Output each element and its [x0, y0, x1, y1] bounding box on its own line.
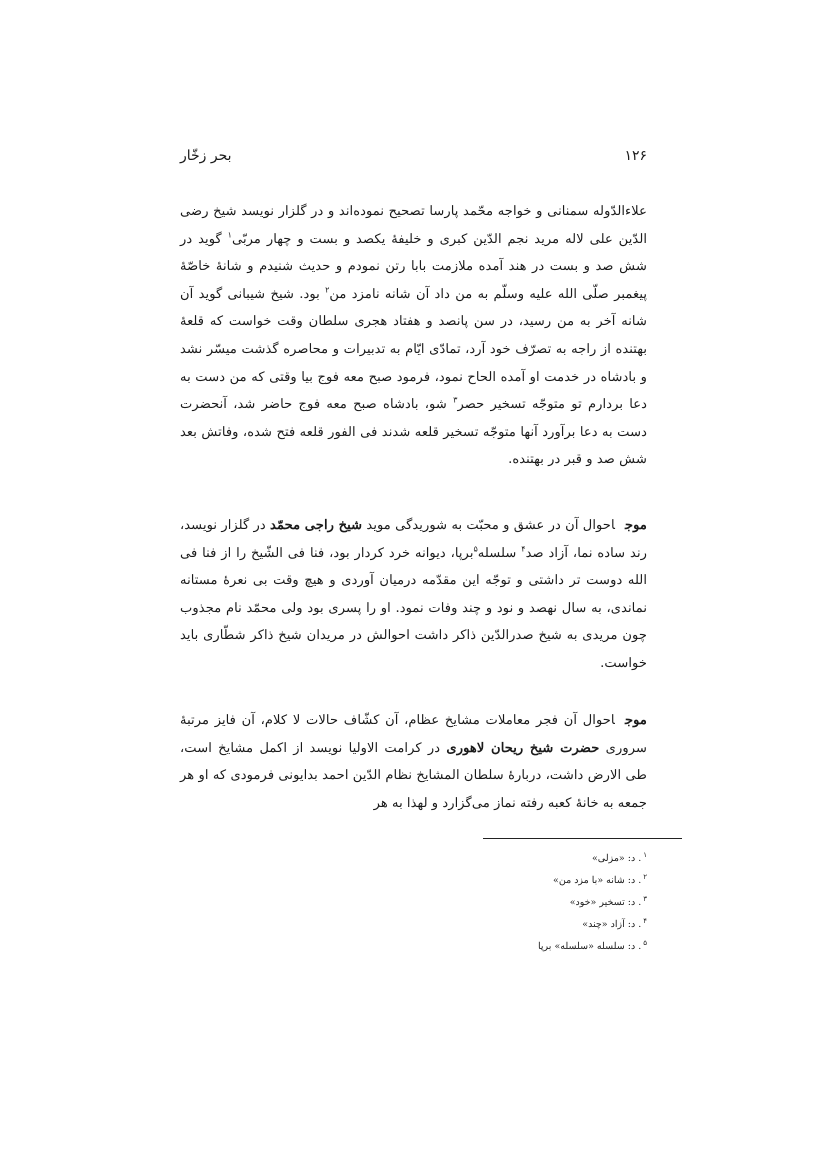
paragraph-text: برپا، دیوانه خرد کردار بود، فنا فی الشّیخ را از فنا فی الله دوست تر داشتی و توجّه این مقدّمه درمیان آوردی و هیچ وقت بی نعرهٔ مستانه نماندی، به سال نهصد و نود و چند وفات نمود. او را پسری بود ولی محمّد نام مجذوب چون مریدی به شیخ صدرالدّین ذاکر داشت احوالش در مریدان شیخ ذاکر شطّاری باید خواست.	[180, 545, 647, 671]
footnote-text: . د: شانه «با مزد من»	[553, 875, 642, 886]
footnote-text: . د: سلسله «سلسله» برپا	[538, 941, 642, 952]
footnote-number: ١	[643, 850, 647, 859]
paragraph-1	[180, 198, 647, 474]
footnote-number: ٣	[643, 894, 647, 903]
footnote-number: ٢	[643, 872, 647, 881]
footnote-item	[380, 848, 647, 870]
footnote-ref-5[interactable]: ۵	[473, 544, 478, 554]
footnote-number: ۴	[643, 916, 647, 925]
footnote-number: ۵	[643, 938, 647, 947]
paragraph-text: علاءالدّوله سمنانی و خواجه محّمد پارسا تصحیح نموده‌اند و در گلزار نویسد شیخ رضی الدّین علی لاله مرید نجم الدّین کبری و خلیفهٔ یکصد و بست و چهار مربّی	[180, 204, 647, 247]
footnote-divider	[483, 838, 682, 839]
paragraph-text: شو، بادشاه صبح معه فوج حاضر شد، آنحضرت دست به دعا برآورد آنها متوجّه تسخیر قلعه شدند فی الفور قلعه فتح شده، وفاتش بعد شش صد و قبر در بهتنده.	[180, 397, 647, 468]
footnote-text: . د: «مزلی»	[591, 853, 642, 864]
footnote-ref-3[interactable]: ٣	[453, 395, 458, 405]
paragraph-text: بود. شیخ شیبانی گوید آن شانه آخر به من رسید، در سن پانصد و هفتاد هجری سلطان وقت خواست که قلعهٔ بهتنده از راجه به تصرّف خود آرد، تمادّی ایّام به تدبیرات و محاصره گذشت میسّر نشد و بادشاه در خدمت او آمده الحاح نمود، فرمود صبح معه فوج بیا وقتی که من دست به دعا بردارم تو متوجّه تسخیر حصر	[180, 286, 647, 413]
person-name: شیخ راجی محمّد	[270, 518, 363, 533]
footnote-text: . د: تسخیر «خود»	[569, 897, 642, 908]
page-number: ۱۲۶	[624, 148, 647, 164]
running-title: بحر زخّار	[180, 148, 232, 164]
footnote-ref-4[interactable]: ۴	[521, 544, 526, 554]
footnote-item	[380, 936, 647, 958]
section-marker: موج	[624, 518, 647, 533]
paragraph-text: احوال آن در عشق و محبّت به شوریدگی موید	[362, 518, 615, 533]
footnote-item	[380, 914, 647, 936]
paragraph-text: سلسله	[477, 545, 522, 561]
page-header	[180, 148, 647, 172]
person-name: حضرت شیخ ریحان لاهوری	[446, 740, 600, 756]
footnote-item	[380, 870, 647, 892]
paragraph-text: در کرامت الاولیا نویسد از اکمل مشایخ است، طی الارض داشت، دربارهٔ سلطان المشایخ نظام الدّین احمد بدایونی فرمودی که او هر جمعه به خانهٔ کعبه رفته نماز می‌گزارد و لهذا به هر	[180, 740, 647, 811]
footnote-text: . د: آزاد «چند»	[582, 919, 642, 930]
footnote-ref-1[interactable]: ١	[227, 230, 232, 240]
paragraph-3	[180, 707, 647, 817]
footnote-ref-2[interactable]: ٢	[325, 285, 330, 295]
paragraph-text: گوید در شش صد و بست در هند آمده ملازمت بابا رتن نمودم و حدیث شنیدم و شانهٔ خاصّهٔ پیغمبر صلّی الله علیه وسلّم به من داد آن شانه نامزد من	[180, 231, 647, 302]
footnotes	[380, 848, 647, 958]
paragraph-2	[180, 512, 647, 678]
paragraph-text: در گلزار نویسد، رند ساده نما، آزاد صد	[180, 518, 647, 561]
footnote-item	[380, 892, 647, 914]
section-marker: موج	[624, 713, 647, 728]
paragraph-text: احوال آن فجر معاملات مشایخ عظام، آن کشّاف حالات لا کلام، آن فایز مرتبهٔ سروری	[180, 713, 648, 756]
